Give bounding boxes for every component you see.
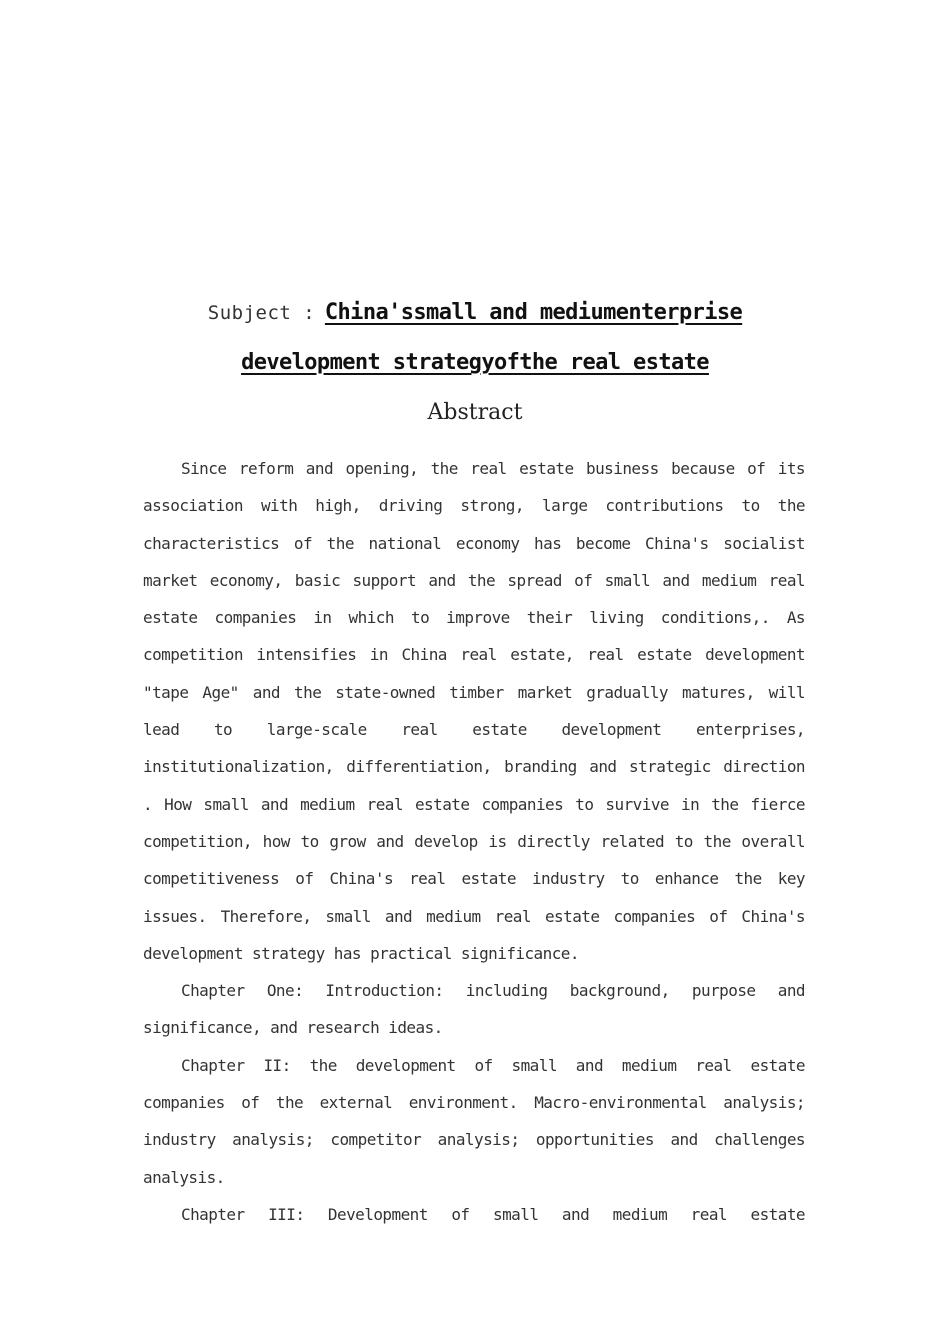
subject-label: Subject :: [207, 302, 316, 324]
chapter-one-paragraph: Chapter One: Introduction: including background, purpose and significance, and research ideas.: [143, 981, 805, 1038]
abstract-paragraph: Since reform and opening, the real estate business because of its association with high, driving strong, large contributions to the characteristics of the national economy has become China's socialist market economy, basic support and the spread of small and medium real estate companies in which to improve their living conditions,. As competition intensifies in China real estate, real estate development "tape Age" and the state-owned timber market gradually matures, will lead to large-scale real estate development enterprises, institutionalization, differentiation, branding and strategic direction . How small and medium real estate companies to survive in the fierce competition, how to grow and develop is directly related to the overall competitiveness of China's real estate industry to enhance the key issues. Therefore, small and medium real estate companies of China's development strategy has practical significance.: [143, 459, 805, 963]
chapter-two-paragraph: Chapter II: the development of small and medium real estate companies of the external environment. Macro-environmental analysis; industry analysis; competitor analysis; opportunities and challenges analysis.: [143, 1055, 805, 1187]
chapter-three-paragraph: Chapter III: Development of small and medium real estate: [181, 1204, 805, 1224]
subject-line-1: [0, 300, 950, 325]
subject-title-line-1: China'ssmall and mediumenterprise: [324, 300, 743, 325]
subject-title-line-2: development strategyofthe real estate: [241, 350, 709, 375]
abstract-heading: Abstract: [427, 400, 523, 425]
abstract-body: [143, 450, 805, 1233]
subject-line-2: [0, 350, 950, 375]
